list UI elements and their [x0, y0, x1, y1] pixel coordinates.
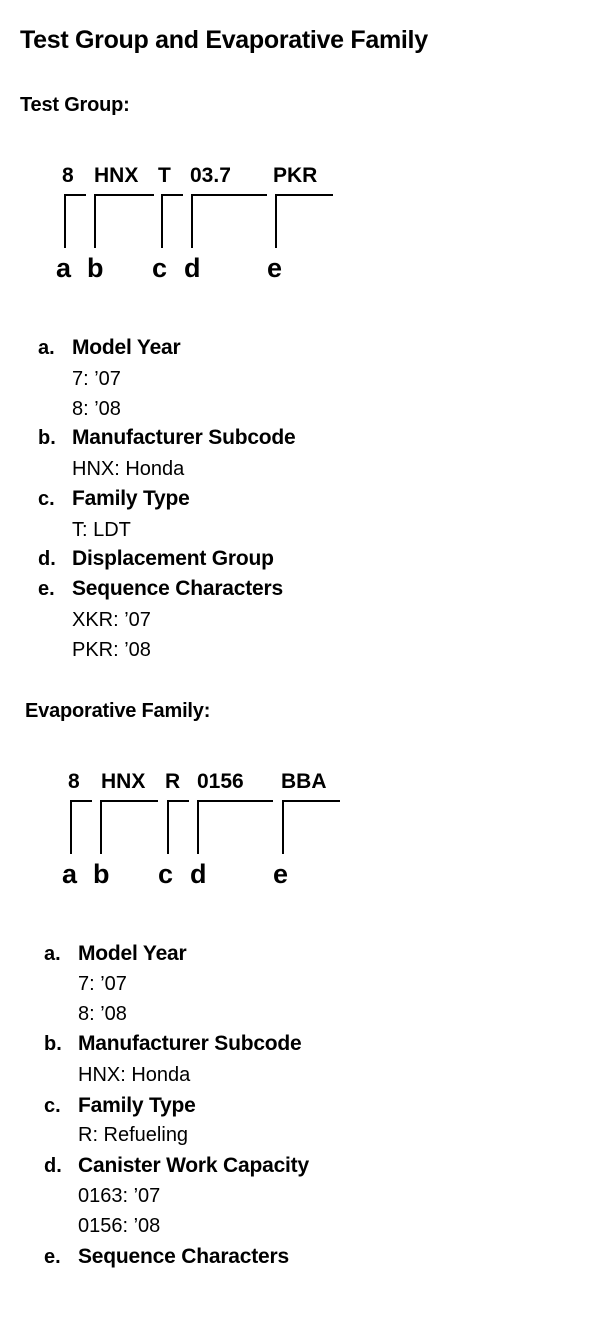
item-value: 7: ’07 [78, 973, 127, 995]
letter-c: c [158, 859, 174, 889]
bracket-e-stem [275, 194, 277, 248]
letter-c: c [152, 253, 168, 283]
test-group-heading: Test Group: [20, 94, 130, 116]
item-letter: a. [38, 337, 55, 359]
code-segment-c: T [158, 164, 171, 187]
item-value: R: Refueling [78, 1124, 189, 1146]
item-letter: c. [38, 488, 55, 510]
bracket-d-stem [197, 800, 199, 854]
code-segment-d: 03.7 [190, 164, 231, 187]
item-heading: Manufacturer Subcode [78, 1032, 302, 1055]
bracket-e-stem [282, 800, 284, 854]
item-heading: Model Year [78, 942, 187, 965]
item-letter: d. [44, 1155, 62, 1177]
letter-e: e [273, 859, 289, 889]
item-letter: c. [44, 1095, 61, 1117]
bracket-a-top [70, 800, 92, 802]
item-heading: Sequence Characters [72, 577, 283, 600]
item-heading: Displacement Group [72, 547, 274, 570]
item-value: 8: ’08 [72, 398, 121, 420]
item-value: 8: ’08 [78, 1003, 127, 1025]
bracket-c-top [161, 194, 183, 196]
item-value: XKR: ’07 [72, 609, 151, 631]
bracket-d-top [191, 194, 267, 196]
code-segment-a: 8 [68, 770, 80, 793]
item-letter: b. [44, 1033, 62, 1055]
item-heading: Family Type [78, 1094, 196, 1117]
code-segment-d: 0156 [197, 770, 244, 793]
bracket-b-stem [94, 194, 96, 248]
bracket-e-top [282, 800, 340, 802]
item-letter: a. [44, 943, 61, 965]
code-segment-e: BBA [281, 770, 327, 793]
item-letter: e. [44, 1246, 61, 1268]
code-segment-b: HNX [101, 770, 146, 793]
bracket-c-stem [161, 194, 163, 248]
item-value: 0156: ’08 [78, 1215, 161, 1237]
item-heading: Canister Work Capacity [78, 1154, 309, 1177]
item-letter: d. [38, 548, 56, 570]
item-value: T: LDT [72, 519, 131, 541]
bracket-d-top [197, 800, 273, 802]
bracket-b-stem [100, 800, 102, 854]
letter-d: d [184, 253, 201, 283]
letter-b: b [93, 859, 110, 889]
bracket-d-stem [191, 194, 193, 248]
item-value: 7: ’07 [72, 368, 121, 390]
item-letter: b. [38, 427, 56, 449]
bracket-b-top [100, 800, 158, 802]
item-heading: Sequence Characters [78, 1245, 289, 1268]
bracket-e-top [275, 194, 333, 196]
letter-a: a [62, 859, 78, 889]
item-heading: Manufacturer Subcode [72, 426, 296, 449]
code-segment-c: R [165, 770, 181, 793]
letter-d: d [190, 859, 207, 889]
bracket-b-top [94, 194, 154, 196]
item-value: PKR: ’08 [72, 639, 151, 661]
code-segment-e: PKR [273, 164, 318, 187]
item-value: HNX: Honda [78, 1064, 191, 1086]
bracket-c-top [167, 800, 189, 802]
item-letter: e. [38, 578, 55, 600]
page-title: Test Group and Evaporative Family [20, 26, 428, 54]
bracket-a-stem [70, 800, 72, 854]
item-value: HNX: Honda [72, 458, 185, 480]
bracket-c-stem [167, 800, 169, 854]
code-segment-a: 8 [62, 164, 74, 187]
bracket-a-top [64, 194, 86, 196]
letter-b: b [87, 253, 104, 283]
code-segment-b: HNX [94, 164, 139, 187]
evaporative-family-heading: Evaporative Family: [25, 700, 211, 722]
item-heading: Family Type [72, 487, 190, 510]
item-heading: Model Year [72, 336, 181, 359]
bracket-a-stem [64, 194, 66, 248]
item-value: 0163: ’07 [78, 1185, 161, 1207]
letter-e: e [267, 253, 283, 283]
letter-a: a [56, 253, 72, 283]
